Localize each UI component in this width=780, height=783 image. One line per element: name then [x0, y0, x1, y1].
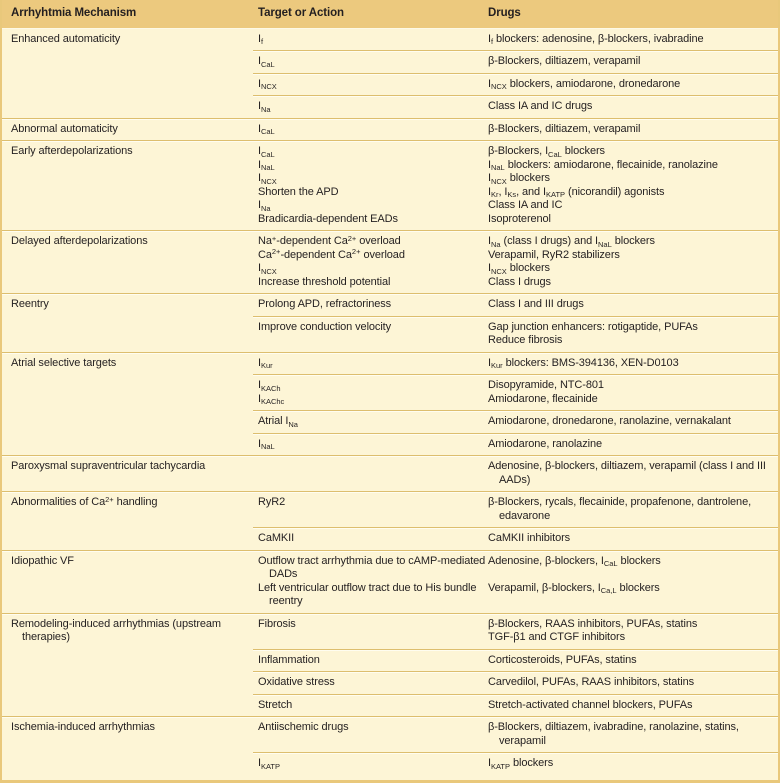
table-row	[253, 119, 778, 141]
text-line: β-Blockers, $I_{CaL}$ blockers	[488, 145, 605, 159]
table-row	[253, 50, 778, 73]
target-cell	[253, 321, 488, 348]
text-line: $I_{NCX}$ blockers, amiodarone, dronedarone	[488, 77, 681, 91]
text-line: Fibrosis	[258, 617, 296, 630]
row-entry	[253, 213, 778, 227]
row-entry	[253, 321, 778, 348]
text-line: $Ca^{2+}$-dependent $Ca^{2+}$ overload	[258, 247, 405, 261]
table-section	[2, 491, 778, 550]
drugs-cell	[488, 618, 778, 645]
drugs-cell	[488, 357, 778, 371]
target-cell	[253, 186, 488, 200]
target-cell	[253, 249, 488, 263]
drugs-cell	[488, 496, 778, 523]
text-line: $I_{NCX}$	[258, 172, 277, 186]
table-section	[2, 613, 778, 717]
table-section	[2, 118, 778, 141]
text-line: β-Blockers, diltiazem, ivabradine, ranolazine, statins, verapamil	[488, 721, 739, 747]
drugs-cell	[488, 276, 778, 290]
row-entry	[253, 249, 778, 263]
row-entry	[253, 186, 778, 200]
text-line: TGF-β1 and CTGF inhibitors	[488, 631, 625, 643]
section-rows	[253, 119, 778, 141]
drugs-cell	[488, 235, 778, 249]
table-section	[2, 550, 778, 613]
drugs-cell	[488, 321, 778, 348]
text-line: Reduce fibrosis	[488, 334, 563, 346]
drugs-cell	[488, 676, 778, 690]
drugs-cell	[488, 123, 778, 137]
row-entry	[253, 172, 778, 186]
table-row	[253, 353, 778, 375]
text-line: Left ventricular outflow tract due to His bundle reentry	[258, 581, 477, 607]
table-section	[2, 140, 778, 230]
mechanism-cell	[2, 551, 253, 613]
target-cell	[253, 532, 488, 546]
text-line: Idiopathic VF	[11, 554, 74, 567]
drugs-cell	[488, 532, 778, 546]
text-line: Remodeling-induced arrhythmias (upstream therapies)	[11, 617, 221, 643]
text-line: Isoproterenol	[488, 212, 551, 225]
section-rows	[253, 492, 778, 550]
text-line: $I_{NCX}$	[258, 262, 277, 276]
mechanism-cell	[2, 119, 253, 141]
text-line: $I_{KATP}$	[258, 757, 281, 771]
row-entry	[253, 357, 778, 371]
column-header-mechanism: Arrhyhtmia Mechanism	[11, 7, 137, 19]
target-cell	[253, 582, 488, 609]
row-entry	[253, 379, 778, 406]
text-line: β-Blockers, rycals, flecainide, propafenone, dantrolene, edavarone	[488, 496, 752, 522]
text-line: Atrial selective targets	[11, 356, 117, 369]
table-section	[2, 230, 778, 293]
section-rows	[253, 456, 778, 491]
drugs-cell	[488, 199, 778, 213]
drugs-cell	[488, 100, 778, 114]
text-line: $I_{KACh}$	[258, 379, 281, 393]
drugs-cell	[488, 33, 778, 47]
text-line: Amiodarone, dronedarone, ranolazine, vernakalant	[488, 415, 731, 427]
target-cell	[253, 123, 488, 137]
table-row	[253, 492, 778, 527]
table-row	[253, 374, 778, 410]
row-entry	[253, 438, 778, 452]
section-rows	[253, 353, 778, 456]
section-rows	[253, 551, 778, 613]
drugs-cell	[488, 186, 778, 200]
table-section	[2, 293, 778, 352]
target-cell	[253, 235, 488, 249]
row-entry	[253, 415, 778, 429]
text-line: Improve conduction velocity	[258, 320, 392, 333]
target-cell	[253, 555, 488, 582]
table-row	[253, 29, 778, 51]
text-line: Outflow tract arrhythmia due to cAMP-mediated DADs	[258, 554, 486, 580]
text-line: β-Blockers, diltiazem, verapamil	[488, 55, 641, 67]
target-cell	[253, 721, 488, 748]
text-line: $I_{NaL}$	[258, 437, 275, 451]
section-rows	[253, 717, 778, 775]
table-row	[253, 717, 778, 752]
row-entry	[253, 78, 778, 92]
mechanism-cell	[2, 294, 253, 352]
drugs-cell	[488, 415, 778, 429]
text-line: Inflammation	[258, 653, 320, 666]
drugs-cell	[488, 172, 778, 186]
table-row	[253, 694, 778, 717]
row-entry	[253, 757, 778, 771]
row-entry	[253, 145, 778, 159]
column-header-target: Target or Action	[258, 7, 344, 19]
target-cell	[253, 379, 488, 406]
table-section	[2, 352, 778, 456]
target-cell	[253, 33, 488, 47]
target-cell	[253, 757, 488, 771]
text-line: Class IA and IC drugs	[488, 100, 593, 112]
text-line: $I_{KATP}$ blockers	[488, 757, 554, 771]
text-line: Na+-dependent $Ca^{2+}$ overload	[258, 233, 401, 247]
table-row	[253, 752, 778, 775]
target-cell	[253, 460, 488, 487]
target-cell	[253, 159, 488, 173]
table-row	[253, 73, 778, 96]
drugs-cell	[488, 438, 778, 452]
table-row	[253, 649, 778, 672]
text-line: $I_{NCX}$ blockers	[488, 172, 550, 186]
drugs-cell	[488, 298, 778, 312]
text-line: $I_{NaL}$ blockers: amiodarone, flecainide, ranolazine	[488, 158, 718, 172]
text-line: Corticosteroids, PUFAs, statins	[488, 653, 637, 666]
table-row	[253, 456, 778, 491]
target-cell	[253, 438, 488, 452]
mechanism-cell	[2, 717, 253, 775]
row-entry	[253, 55, 778, 69]
target-cell	[253, 145, 488, 159]
text-line: Verapamil, RyR2 stabilizers	[488, 248, 620, 261]
text-line: $I_{NCX}$	[258, 77, 277, 91]
drugs-cell	[488, 699, 778, 713]
text-line: Stretch-activated channel blockers, PUFAs	[488, 698, 693, 711]
text-line: Class I drugs	[488, 275, 551, 288]
section-rows	[253, 294, 778, 352]
section-rows	[253, 141, 778, 230]
row-entry	[253, 235, 778, 249]
row-entry	[253, 123, 778, 137]
target-cell	[253, 172, 488, 186]
text-line: Oxidative stress	[258, 676, 335, 688]
target-cell	[253, 699, 488, 713]
table-row	[253, 433, 778, 456]
table-row	[253, 410, 778, 433]
text-line: Ischemia-induced arrhythmias	[11, 721, 155, 733]
row-entry	[253, 532, 778, 546]
table-section	[2, 455, 778, 491]
text-line: Class IA and IC	[488, 199, 563, 211]
row-entry	[253, 100, 778, 114]
target-cell	[253, 100, 488, 114]
text-line: Adenosine, β-blockers, $I_{CaL}$ blockers	[488, 554, 661, 568]
row-entry	[253, 199, 778, 213]
drugs-cell	[488, 555, 778, 582]
row-entry	[253, 721, 778, 748]
mechanism-cell	[2, 231, 253, 293]
target-cell	[253, 55, 488, 69]
table-row	[253, 527, 778, 550]
text-line: Abnormal automaticity	[11, 122, 118, 135]
row-entry	[253, 276, 778, 290]
text-line: Verapamil, β-blockers, $I_{Ca,L}$ blockers	[488, 581, 660, 595]
text-line: Prolong APD, refractoriness	[258, 298, 392, 310]
drugs-cell	[488, 145, 778, 159]
text-line: CaMKII inhibitors	[488, 532, 571, 544]
column-header-drugs: Drugs	[488, 7, 521, 19]
text-line: $I_{CaL}$	[258, 122, 275, 136]
row-entry	[253, 618, 778, 645]
target-cell	[253, 654, 488, 668]
text-line: Bradicardia-dependent EADs	[258, 212, 398, 225]
text-line: $I_{NCX}$ blockers	[488, 262, 550, 276]
text-line: $I_{NaL}$	[258, 158, 275, 172]
target-cell	[253, 618, 488, 645]
row-entry	[253, 33, 778, 47]
text-line: Class I and III drugs	[488, 298, 584, 310]
drugs-cell	[488, 757, 778, 771]
text-line: Delayed afterdepolarizations	[11, 235, 148, 247]
drugs-cell	[488, 78, 778, 92]
text-line: Shorten the APD	[258, 185, 339, 198]
target-cell	[253, 199, 488, 213]
text-line: Antiischemic drugs	[258, 721, 349, 733]
text-line: $I_{KAChc}$	[258, 392, 285, 406]
drugs-cell	[488, 460, 778, 487]
row-entry	[253, 555, 778, 582]
table-row	[253, 141, 778, 230]
section-rows	[253, 29, 778, 118]
table-row	[253, 671, 778, 694]
target-cell	[253, 357, 488, 371]
drugs-cell	[488, 262, 778, 276]
row-entry	[253, 262, 778, 276]
target-cell	[253, 496, 488, 523]
mechanism-cell	[2, 492, 253, 550]
text-line: $I_{Kr}$, $I_{Ks}$, and $I_{KATP}$ (nicorandil) agonists	[488, 185, 665, 199]
target-cell	[253, 276, 488, 290]
row-entry	[253, 676, 778, 690]
row-entry	[253, 654, 778, 668]
text-line: $I_{CaL}$	[258, 55, 275, 69]
text-line: $I_{Kur}$ blockers: BMS-394136, XEN-D0103	[488, 356, 679, 370]
mechanism-cell	[2, 456, 253, 491]
target-cell	[253, 415, 488, 429]
drugs-cell	[488, 213, 778, 227]
text-line: $I_{Na}$	[258, 100, 271, 114]
drugs-cell	[488, 582, 778, 609]
text-line: Early afterdepolarizations	[11, 145, 133, 157]
table-row	[253, 231, 778, 293]
text-line: Enhanced automaticity	[11, 32, 121, 45]
drugs-cell	[488, 55, 778, 69]
text-line: $I_{CaL}$	[258, 145, 275, 159]
table-row	[253, 316, 778, 352]
text-line: $I_{Na}$ (class I drugs) and $I_{NaL}$ blockers	[488, 235, 655, 249]
text-line: β-Blockers, RAAS inhibitors, PUFAs, statins	[488, 617, 698, 630]
text-line: Carvedilol, PUFAs, RAAS inhibitors, statins	[488, 676, 695, 688]
drugs-cell	[488, 654, 778, 668]
mechanism-cell	[2, 353, 253, 456]
table-row	[253, 551, 778, 613]
target-cell	[253, 676, 488, 690]
text-line: $I_f$ blockers: adenosine, β-blockers, ivabradine	[488, 32, 704, 46]
drugs-cell	[488, 379, 778, 406]
text-line: Increase threshold potential	[258, 275, 391, 288]
drugs-cell	[488, 721, 778, 748]
text-line: Amiodarone, ranolazine	[488, 437, 602, 450]
mechanism-cell	[2, 141, 253, 230]
text-line: Atrial $I_{Na}$	[258, 415, 298, 429]
section-rows	[253, 231, 778, 293]
target-cell	[253, 78, 488, 92]
text-line: Stretch	[258, 698, 293, 711]
table-section	[2, 29, 778, 118]
target-cell	[253, 262, 488, 276]
table-row	[253, 95, 778, 118]
row-entry	[253, 699, 778, 713]
row-entry	[253, 496, 778, 523]
target-cell	[253, 213, 488, 227]
text-line: Amiodarone, flecainide	[488, 392, 598, 405]
row-entry	[253, 159, 778, 173]
mechanism-cell	[2, 29, 253, 118]
target-cell	[253, 298, 488, 312]
row-entry	[253, 298, 778, 312]
text-line: Gap junction enhancers: rotigaptide, PUFAs	[488, 320, 698, 333]
text-line: Adenosine, β-blockers, diltiazem, verapamil (class I and III AADs)	[488, 460, 766, 486]
table-body	[2, 28, 778, 775]
text-line: Abnormalities of $Ca^{2+}$ handling	[11, 494, 158, 508]
text-line: RyR2	[258, 496, 286, 508]
table-row	[253, 294, 778, 316]
table-header-row	[2, 0, 778, 28]
table-section	[2, 716, 778, 775]
text-line: β-Blockers, diltiazem, verapamil	[488, 122, 641, 135]
text-line: Paroxysmal supraventricular tachycardia	[11, 460, 206, 472]
drugs-cell	[488, 159, 778, 173]
text-line: Disopyramide, NTC-801	[488, 379, 604, 391]
text-line: $I_f$	[258, 32, 264, 46]
text-line: Reentry	[11, 298, 49, 310]
text-line: $I_{Na}$	[258, 199, 271, 213]
section-rows	[253, 614, 778, 717]
row-entry	[253, 582, 778, 609]
text-line: $I_{Kur}$	[258, 356, 273, 370]
mechanism-cell	[2, 614, 253, 717]
drugs-cell	[488, 249, 778, 263]
text-line: CaMKII	[258, 532, 295, 544]
table-row	[253, 614, 778, 649]
row-entry	[253, 460, 778, 487]
